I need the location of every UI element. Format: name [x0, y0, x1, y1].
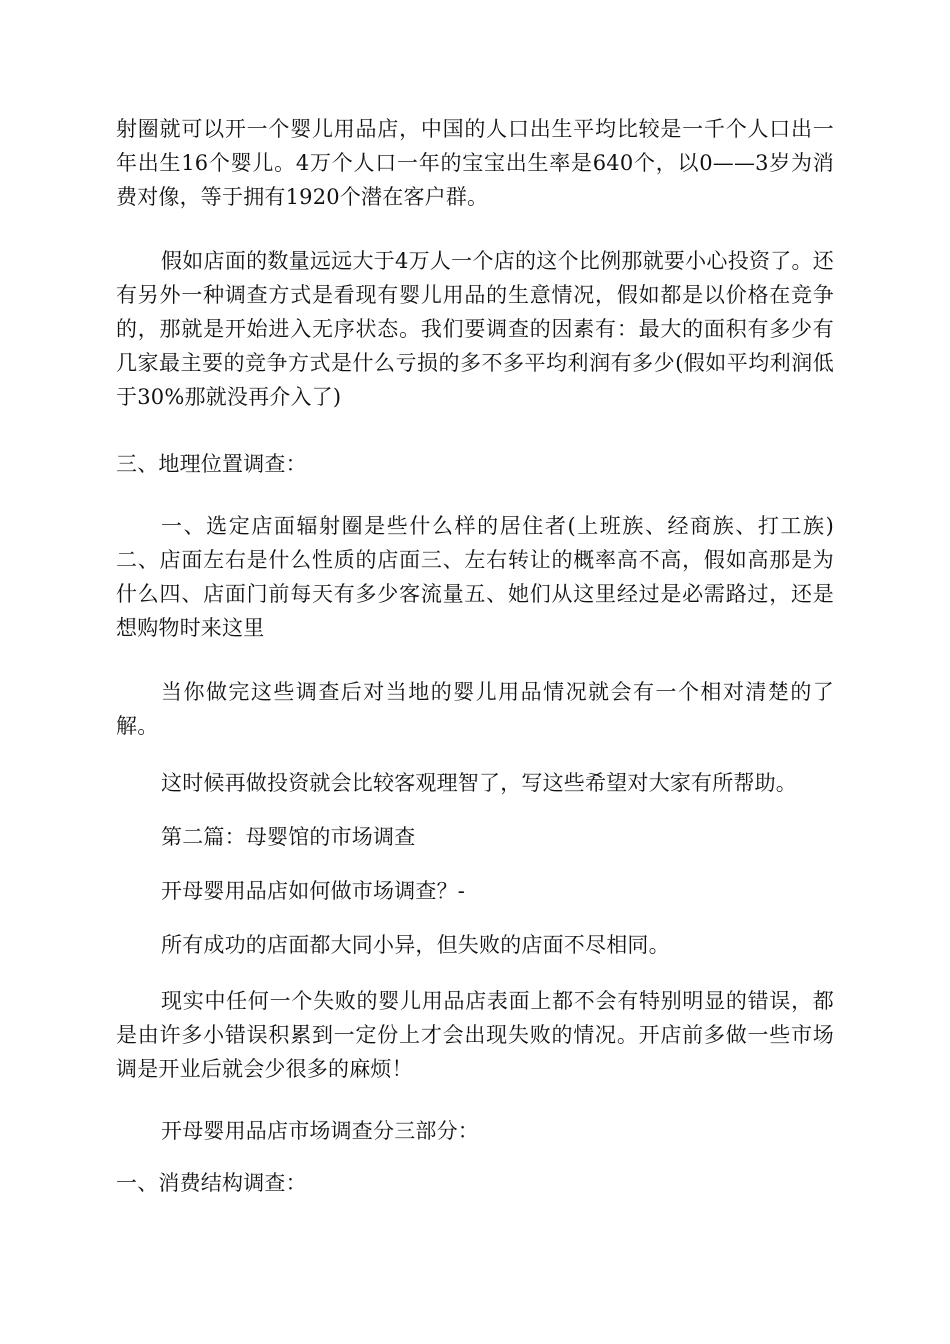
paragraph-competition-survey: 假如店面的数量远远大于4万人一个店的这个比例那就要小心投资了。还有另外一种调查方式是看现有婴儿用品的生意情况，假如都是以价格在竞争的，那就是开始进入无序状态。我们要调查的因素有：最大的面积有多少有几家最主要的竞争方式是什么亏损的多不多平均利润有多少(假如平均利润低于30%那就没再介入了)	[116, 249, 834, 409]
paragraph-population-ratio: 射圈就可以开一个婴儿用品店，中国的人口出生平均比较是一千个人口出一年出生16个婴儿。4万个人口一年的宝宝出生率是640个，以0——3岁为消费对像，等于拥有1920个潜在客户群。	[116, 117, 834, 209]
chapter-title: 第二篇：母婴馆的市场调查	[161, 825, 416, 849]
paragraph-survey-result: 当你做完这些调查后对当地的婴儿用品情况就会有一个相对清楚的了解。	[116, 680, 834, 738]
paragraph-three-parts: 开母婴用品店市场调查分三部分：	[161, 1119, 479, 1143]
paragraph-location-factors: 一、选定店面辐射圈是些什么样的居住者(上班族、经商族、打工族)二、店面左右是什么性质的店面三、左右转让的概率高不高，假如高那是为什么四、店面门前每天有多少客流量五、她们从这里经过是必需路过，还是想购物时来这里	[116, 514, 834, 640]
section-heading-location-survey: 三、地理位置调查：	[116, 452, 307, 476]
question-heading: 开母婴用品店如何做市场调查？-	[161, 879, 466, 903]
section-heading-consumption-survey: 一、消费结构调查：	[116, 1171, 307, 1195]
paragraph-success-failure: 所有成功的店面都大同小异，但失败的店面不尽相同。	[161, 933, 670, 957]
paragraph-small-mistakes: 现实中任何一个失败的婴儿用品店表面上都不会有特别明显的错误，都是由许多小错误积累到一定份上才会出现失败的情况。开店前多做一些市场调是开业后就会少很多的麻烦！	[116, 989, 834, 1081]
paragraph-investment-advice: 这时候再做投资就会比较客观理智了，写这些希望对大家有所帮助。	[161, 771, 797, 795]
